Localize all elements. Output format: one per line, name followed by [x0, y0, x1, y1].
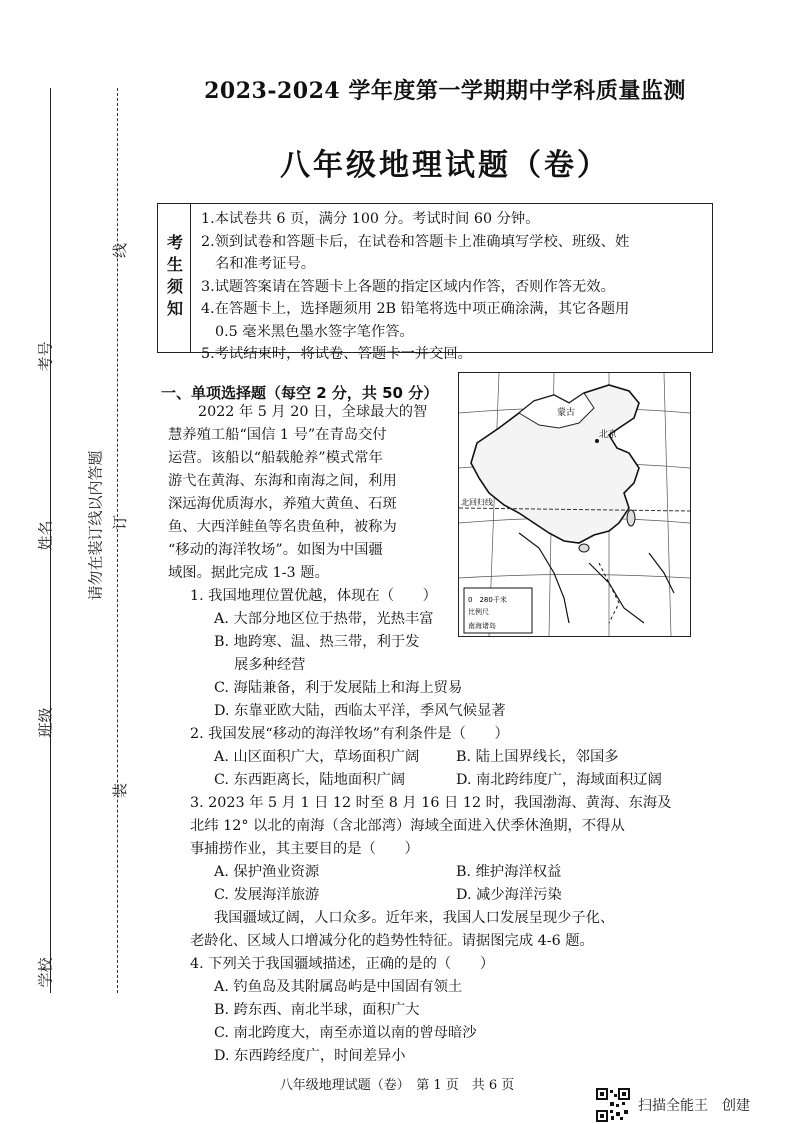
qr-code-icon [596, 1088, 630, 1122]
taiwan-island [627, 510, 635, 526]
q4-stem: 4. 下列关于我国疆域描述，正确的是的（ ） [190, 956, 495, 972]
q2-stem: 2. 我国发展“移动的海洋牧场”有利条件是（ ） [190, 726, 509, 742]
intro-line: 游弋在黄海、东海和南海之间，利用 [168, 473, 397, 489]
intro-line: 鱼、大西洋鲑鱼等名贵鱼种，被称为 [168, 519, 397, 535]
q3-stem-cont: 事捕捞作业，其主要目的是（ ） [190, 841, 419, 857]
notice-item: 1.本试卷共 6 页，满分 100 分。考试时间 60 分钟。 [201, 211, 540, 227]
q2-option-d: D. 南北跨纬度广，海域面积辽阔 [456, 772, 662, 788]
q1-option-d: D. 东靠亚欧大陆，西临太平洋，季风气候显著 [214, 703, 506, 719]
q3-stem-cont: 北纬 12° 以北的南海（含北部湾）海域全面进入伏季休渔期，不得从 [190, 818, 625, 834]
china-territory-map [458, 372, 691, 637]
scale-text: 0 280千米 [468, 596, 507, 604]
islands-label: 南海诸岛 [468, 622, 496, 630]
notice-list [201, 208, 706, 366]
q3-option-c: C. 发展海洋旅游 [214, 887, 320, 903]
q3-option-d: D. 减少海洋污染 [456, 887, 562, 903]
exam-no-label: 考号 [36, 341, 55, 372]
intro-paragraph [168, 401, 454, 585]
binding-instruction: 请勿在装订线以内答题 [86, 450, 105, 601]
q1-option-b: B. 地跨寒、温、热三带，利于发 [214, 634, 420, 650]
binding-line-label: 线 [111, 242, 130, 259]
notice-item: 3.试题答案请在答题卡上各题的指定区域内作答，否则作答无效。 [201, 278, 615, 295]
binding-bind-label: 装 [111, 782, 130, 799]
q1-option-b-cont: 展多种经营 [234, 657, 306, 673]
exam-subtitle: 八年级地理试题（卷） [280, 148, 610, 183]
binding-order-label: 订 [111, 514, 130, 531]
scanner-watermark-text: 扫描全能王 创建 [638, 1098, 750, 1114]
intro-line: 2022 年 5 月 20 日，全球最大的智 [198, 404, 428, 420]
section-heading: 一、单项选择题（每空 2 分，共 50 分） [161, 384, 439, 402]
scale-label: 比例尺 [468, 608, 489, 616]
notice-item: 2.领到试卷和答题卡后，在试卷和答题卡上准确填写学校、班级、姓 [201, 233, 630, 250]
scanner-watermark [596, 1088, 750, 1122]
intro-line: 深远海优质海水，养殖大黄鱼、石斑 [168, 496, 397, 512]
intro-line: 域图。据此完成 1-3 题。 [168, 565, 329, 581]
q1-stem: 1. 我国地理位置优越，体现在（ ） [190, 588, 437, 604]
q2-option-b: B. 陆上国界线长，邻国多 [456, 749, 619, 765]
exam-title: 2023-2024 学年度第一学期期中学科质量监测 [204, 78, 686, 104]
hainan-island [579, 544, 589, 552]
q4-option-d: D. 东西跨经度广，时间差异小 [214, 1048, 406, 1064]
intro2-line: 我国疆域辽阔，人口众多。近年来，我国人口发展呈现少子化、 [214, 910, 615, 926]
binding-line-inner [117, 88, 118, 993]
intro-line: “移动的海洋牧场”。如图为中国疆 [168, 542, 383, 558]
q4-option-a: A. 钓鱼岛及其附属岛屿是中国固有领土 [214, 979, 463, 995]
notice-item: 5.考试结束时，将试卷、答题卡一并交回。 [201, 346, 472, 362]
mongolia-label: 蒙古 [557, 408, 576, 418]
school-label: 学校 [36, 957, 55, 988]
intro-line: 慧养殖工船“国信 1 号”在青岛交付 [168, 427, 387, 443]
name-label: 姓名 [36, 520, 55, 551]
q4-option-b: B. 跨东西、南北半球，面积广大 [214, 1002, 420, 1018]
q3-option-a: A. 保护渔业资源 [214, 864, 320, 880]
beijing-label: 北京 [599, 430, 618, 440]
southeast-asia-coast [519, 533, 674, 623]
q1-option-a: A. 大部分地区位于热带，光热丰富 [214, 611, 434, 627]
candidate-notice-box [157, 203, 713, 362]
page-footer: 八年级地理试题（卷） 第 1 页 共 6 页 [279, 1078, 515, 1093]
notice-item: 0.5 毫米黑色墨水签字笔作答。 [215, 323, 414, 340]
notice-label: 考生须知 [158, 204, 191, 352]
map-drawing [459, 373, 690, 636]
q2-option-a: A. 山区面积广大，草场面积广阔 [214, 749, 420, 765]
intro2-line: 老龄化、区域人口增减分化的趋势性特征。请据图完成 4-6 题。 [190, 933, 594, 949]
notice-item: 名和准考证号。 [215, 256, 316, 272]
q1-option-c: C. 海陆兼备，利于发展陆上和海上贸易 [214, 680, 463, 696]
tropic-label: 北回归线 [461, 498, 493, 507]
q3-option-b: B. 维护海洋权益 [456, 864, 562, 880]
intro-line: 运营。该船以“船载舱养”模式常年 [168, 450, 383, 466]
notice-item: 4.在答题卡上，选择题须用 2B 铅笔将选中项正确涂满，其它各题用 [201, 301, 630, 317]
q4-option-c: C. 南北跨度大，南至赤道以南的曾母暗沙 [214, 1025, 477, 1041]
q2-option-c: C. 东西距离长，陆地面积广阔 [214, 772, 406, 788]
q3-stem: 3. 2023 年 5 月 1 日 12 时至 8 月 16 日 12 时，我国渤海、黄海、东海及 [190, 795, 672, 811]
class-label: 班级 [36, 707, 55, 738]
